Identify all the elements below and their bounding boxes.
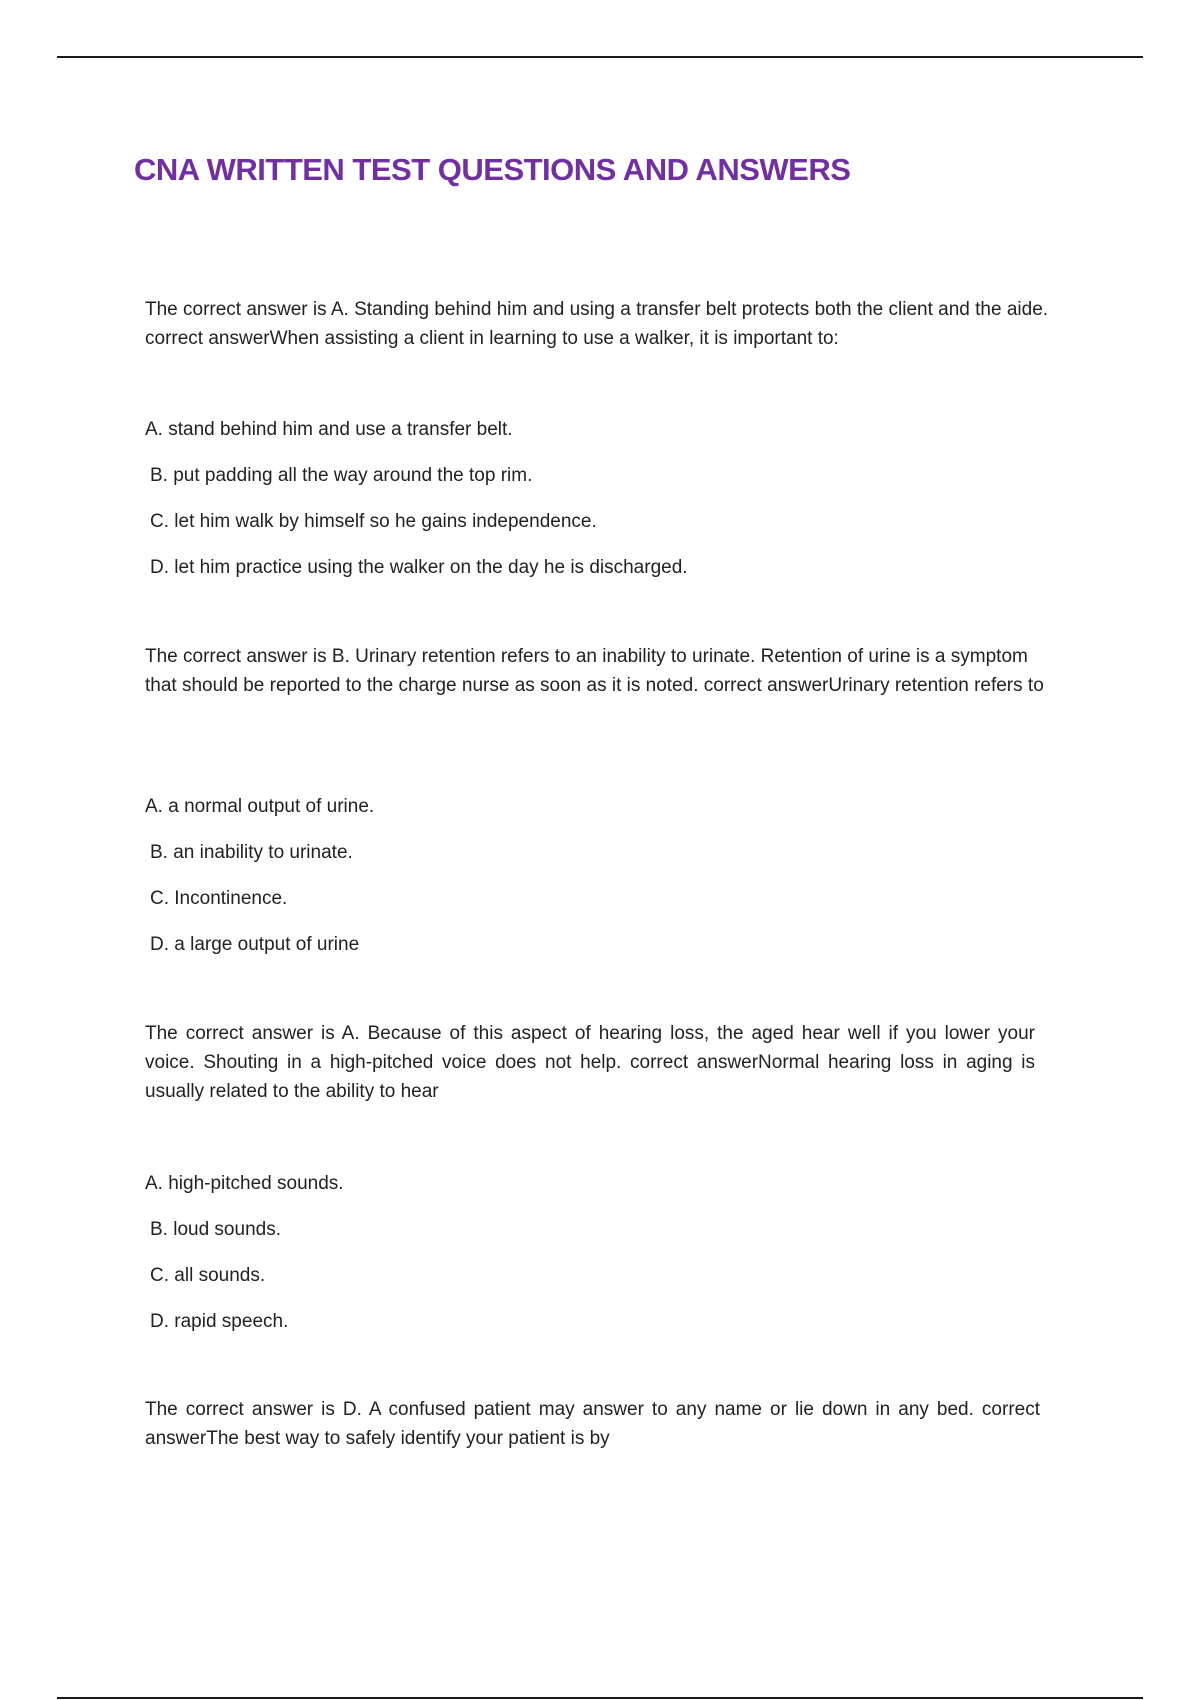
option-a: A. stand behind him and use a transfer belt. [145,419,513,440]
option-a: A. high-pitched sounds. [145,1173,344,1194]
question-paragraph: The correct answer is A. Standing behind him and using a transfer belt protects both the client and the aide. correct answerWhen assisting a client in learning to use a walker, it is important to: [145,299,1049,349]
question-paragraph: The correct answer is A. Because of this aspect of hearing loss, the aged hear well if you lower your voice. Shouting in a high-pitched voice does not help. correct answerNormal hearing loss in aging is usually related to the ability to hear [145,1023,1035,1102]
option-b: B. put padding all the way around the top rim. [150,465,533,486]
question-2-text [145,642,1045,700]
option-b: B. loud sounds. [150,1219,281,1240]
option-a: A. a normal output of urine. [145,796,375,817]
question-1-options [145,418,688,602]
question-paragraph: The correct answer is B. Urinary retention refers to an inability to urinate. Retention of urine is a symptom that should be reported to the charge nurse as soon as it is noted. correct answerUrinary retention refers to [145,646,1044,696]
question-3-text [145,1019,1075,1106]
option-b: B. an inability to urinate. [150,842,353,863]
option-c: C. all sounds. [150,1265,266,1286]
top-rule [57,56,1143,58]
question-paragraph: The correct answer is D. A confused patient may answer to any name or lie down in any bed. correct answerThe best way to safely identify your patient is by [145,1399,1040,1449]
bottom-rule [57,1697,1143,1699]
option-d: D. a large output of urine [150,934,360,955]
option-d: D. let him practice using the walker on the day he is discharged. [150,557,688,578]
question-3-options [145,1172,344,1356]
question-1-text [145,295,1085,353]
question-2-options [145,795,374,979]
option-c: C. let him walk by himself so he gains independence. [150,511,597,532]
option-c: C. Incontinence. [150,888,288,909]
question-4-text [145,1395,1075,1453]
option-d: D. rapid speech. [150,1311,289,1332]
document-title: CNA WRITTEN TEST QUESTIONS AND ANSWERS [134,152,851,187]
